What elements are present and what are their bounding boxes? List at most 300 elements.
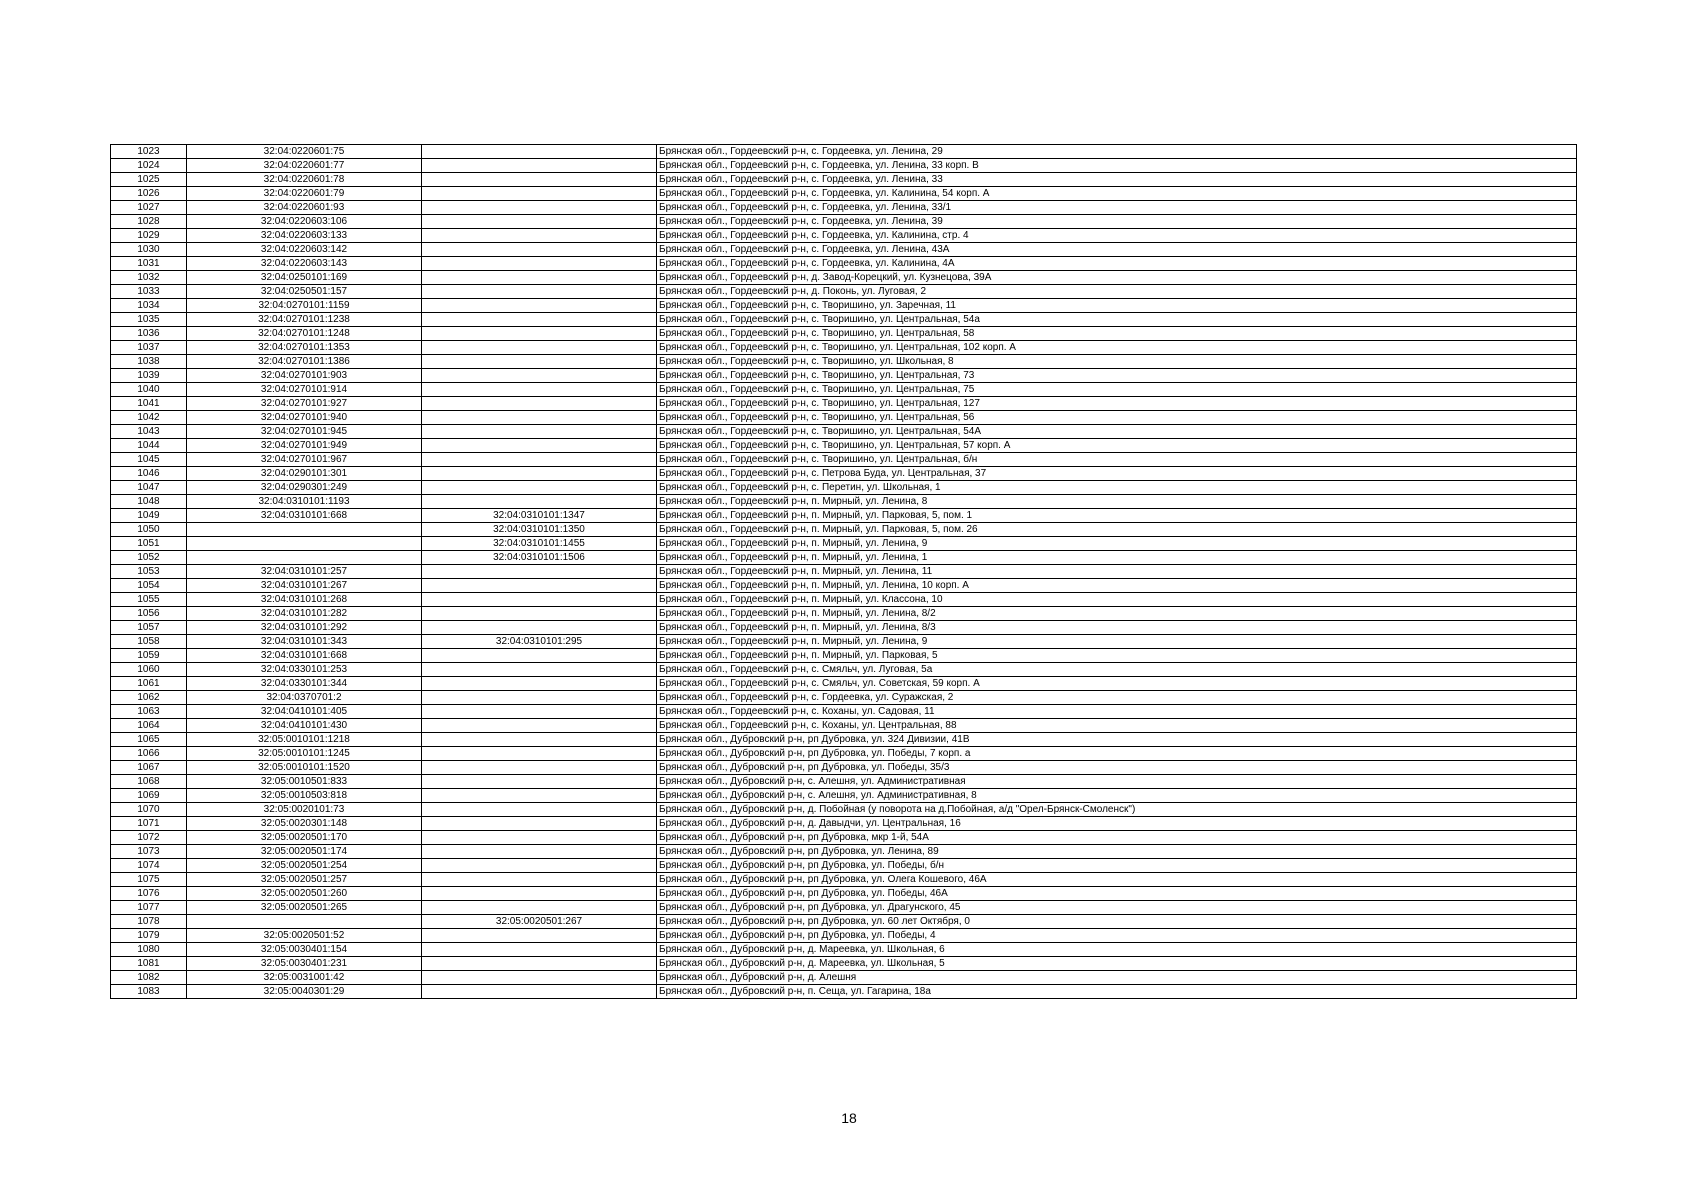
related-cadastral-number-cell (422, 593, 657, 607)
cadastral-number-cell: 32:04:0270101:927 (187, 397, 422, 411)
cadastral-number-cell: 32:04:0310101:257 (187, 565, 422, 579)
row-number-cell: 1037 (111, 341, 187, 355)
row-number-cell: 1074 (111, 859, 187, 873)
cadastral-number-cell: 32:05:0020501:52 (187, 929, 422, 943)
row-number-cell: 1032 (111, 271, 187, 285)
related-cadastral-number-cell (422, 775, 657, 789)
table-row (111, 817, 1577, 831)
cadastral-number-cell: 32:05:0030401:154 (187, 943, 422, 957)
address-cell: Брянская обл., Гордеевский р-н, с. Творишино, ул. Центральная, 54А (657, 425, 1577, 439)
row-number-cell: 1026 (111, 187, 187, 201)
row-number-cell: 1035 (111, 313, 187, 327)
related-cadastral-number-cell (422, 565, 657, 579)
table-row (111, 257, 1577, 271)
row-number-cell: 1053 (111, 565, 187, 579)
row-number-cell: 1043 (111, 425, 187, 439)
cadastral-number-cell: 32:04:0310101:668 (187, 509, 422, 523)
related-cadastral-number-cell: 32:04:0310101:1455 (422, 537, 657, 551)
row-number-cell: 1054 (111, 579, 187, 593)
table-row (111, 621, 1577, 635)
address-cell: Брянская обл., Дубровский р-н, рп Дубровка, ул. Победы, 46А (657, 887, 1577, 901)
table-row (111, 607, 1577, 621)
table-row (111, 397, 1577, 411)
related-cadastral-number-cell (422, 705, 657, 719)
related-cadastral-number-cell (422, 201, 657, 215)
table-row (111, 271, 1577, 285)
cadastral-number-cell: 32:04:0250501:157 (187, 285, 422, 299)
row-number-cell: 1028 (111, 215, 187, 229)
cadastral-number-cell: 32:04:0270101:903 (187, 369, 422, 383)
address-cell: Брянская обл., Гордеевский р-н, с. Гордеевка, ул. Ленина, 29 (657, 145, 1577, 159)
related-cadastral-number-cell (422, 145, 657, 159)
table-row (111, 159, 1577, 173)
cadastral-number-cell: 32:04:0270101:1159 (187, 299, 422, 313)
address-cell: Брянская обл., Гордеевский р-н, п. Мирный, ул. Парковая, 5 (657, 649, 1577, 663)
related-cadastral-number-cell (422, 187, 657, 201)
address-cell: Брянская обл., Дубровский р-н, д. Побойная (у поворота на д.Побойная, а/д "Орел-Брянск-Смоленск") (657, 803, 1577, 817)
cadastral-number-cell: 32:05:0010101:1520 (187, 761, 422, 775)
address-cell: Брянская обл., Гордеевский р-н, с. Гордеевка, ул. Ленина, 33 (657, 173, 1577, 187)
row-number-cell: 1056 (111, 607, 187, 621)
related-cadastral-number-cell (422, 607, 657, 621)
table-row (111, 761, 1577, 775)
cadastral-number-cell (187, 551, 422, 565)
table-row (111, 663, 1577, 677)
related-cadastral-number-cell (422, 971, 657, 985)
table-row (111, 523, 1577, 537)
address-cell: Брянская обл., Гордеевский р-н, с. Коханы, ул. Центральная, 88 (657, 719, 1577, 733)
address-cell: Брянская обл., Гордеевский р-н, с. Творишино, ул. Школьная, 8 (657, 355, 1577, 369)
cadastral-number-cell (187, 523, 422, 537)
cadastral-number-cell: 32:04:0290101:301 (187, 467, 422, 481)
address-cell: Брянская обл., Гордеевский р-н, с. Смяльч, ул. Луговая, 5а (657, 663, 1577, 677)
table-row (111, 411, 1577, 425)
related-cadastral-number-cell (422, 313, 657, 327)
row-number-cell: 1059 (111, 649, 187, 663)
cadastral-number-cell: 32:05:0040301:29 (187, 985, 422, 999)
address-cell: Брянская обл., Дубровский р-н, с. Алешня, ул. Административная (657, 775, 1577, 789)
address-cell: Брянская обл., Гордеевский р-н, п. Мирный, ул. Ленина, 11 (657, 565, 1577, 579)
row-number-cell: 1070 (111, 803, 187, 817)
table-row (111, 355, 1577, 369)
address-cell: Брянская обл., Гордеевский р-н, с. Коханы, ул. Садовая, 11 (657, 705, 1577, 719)
row-number-cell: 1029 (111, 229, 187, 243)
address-cell: Брянская обл., Дубровский р-н, д. Давыдчи, ул. Центральная, 16 (657, 817, 1577, 831)
address-cell: Брянская обл., Гордеевский р-н, с. Творишино, ул. Центральная, 57 корп. А (657, 439, 1577, 453)
table-row (111, 985, 1577, 999)
address-cell: Брянская обл., Дубровский р-н, рп Дубровка, ул. 60 лет Октября, 0 (657, 915, 1577, 929)
row-number-cell: 1082 (111, 971, 187, 985)
table-row (111, 691, 1577, 705)
row-number-cell: 1075 (111, 873, 187, 887)
related-cadastral-number-cell (422, 719, 657, 733)
cadastral-number-cell: 32:04:0270101:1248 (187, 327, 422, 341)
cadastral-number-cell: 32:05:0020501:265 (187, 901, 422, 915)
cadastral-number-cell: 32:05:0020501:170 (187, 831, 422, 845)
address-cell: Брянская обл., Гордеевский р-н, с. Петрова Буда, ул. Центральная, 37 (657, 467, 1577, 481)
table-row (111, 145, 1577, 159)
row-number-cell: 1031 (111, 257, 187, 271)
registry-body (111, 145, 1577, 999)
table-row (111, 453, 1577, 467)
row-number-cell: 1048 (111, 495, 187, 509)
related-cadastral-number-cell (422, 425, 657, 439)
row-number-cell: 1052 (111, 551, 187, 565)
table-row (111, 635, 1577, 649)
table-row (111, 803, 1577, 817)
table-row (111, 649, 1577, 663)
row-number-cell: 1044 (111, 439, 187, 453)
row-number-cell: 1042 (111, 411, 187, 425)
address-cell: Брянская обл., Гордеевский р-н, с. Смяльч, ул. Советская, 59 корп. А (657, 677, 1577, 691)
related-cadastral-number-cell (422, 341, 657, 355)
address-cell: Брянская обл., Гордеевский р-н, с. Гордеевка, ул. Калинина, 4А (657, 257, 1577, 271)
related-cadastral-number-cell (422, 215, 657, 229)
cadastral-number-cell: 32:05:0031001:42 (187, 971, 422, 985)
related-cadastral-number-cell (422, 649, 657, 663)
address-cell: Брянская обл., Дубровский р-н, д. Мареевка, ул. Школьная, 6 (657, 943, 1577, 957)
address-cell: Брянская обл., Гордеевский р-н, с. Гордеевка, ул. Ленина, 39 (657, 215, 1577, 229)
related-cadastral-number-cell (422, 691, 657, 705)
cadastral-number-cell: 32:04:0270101:967 (187, 453, 422, 467)
row-number-cell: 1039 (111, 369, 187, 383)
address-cell: Брянская обл., Гордеевский р-н, п. Мирный, ул. Ленина, 9 (657, 635, 1577, 649)
related-cadastral-number-cell (422, 663, 657, 677)
related-cadastral-number-cell: 32:04:0310101:295 (422, 635, 657, 649)
address-cell: Брянская обл., Гордеевский р-н, п. Мирный, ул. Ленина, 10 корп. А (657, 579, 1577, 593)
cadastral-number-cell: 32:05:0020501:174 (187, 845, 422, 859)
row-number-cell: 1073 (111, 845, 187, 859)
row-number-cell: 1049 (111, 509, 187, 523)
cadastral-number-cell: 32:04:0410101:405 (187, 705, 422, 719)
row-number-cell: 1045 (111, 453, 187, 467)
cadastral-number-cell: 32:05:0020501:254 (187, 859, 422, 873)
address-cell: Брянская обл., Гордеевский р-н, п. Мирный, ул. Ленина, 8/3 (657, 621, 1577, 635)
related-cadastral-number-cell (422, 397, 657, 411)
row-number-cell: 1077 (111, 901, 187, 915)
cadastral-number-cell: 32:05:0010503:818 (187, 789, 422, 803)
cadastral-number-cell: 32:04:0270101:1386 (187, 355, 422, 369)
cadastral-number-cell: 32:04:0220601:78 (187, 173, 422, 187)
table-row (111, 957, 1577, 971)
address-cell: Брянская обл., Дубровский р-н, рп Дубровка, ул. Победы, 35/3 (657, 761, 1577, 775)
row-number-cell: 1030 (111, 243, 187, 257)
cadastral-number-cell: 32:04:0310101:668 (187, 649, 422, 663)
table-row (111, 901, 1577, 915)
cadastral-number-cell: 32:04:0220603:143 (187, 257, 422, 271)
address-cell: Брянская обл., Гордеевский р-н, п. Мирный, ул. Классона, 10 (657, 593, 1577, 607)
address-cell: Брянская обл., Гордеевский р-н, п. Мирный, ул. Ленина, 9 (657, 537, 1577, 551)
cadastral-number-cell: 32:04:0330101:344 (187, 677, 422, 691)
related-cadastral-number-cell (422, 817, 657, 831)
row-number-cell: 1060 (111, 663, 187, 677)
cadastral-number-cell: 32:04:0330101:253 (187, 663, 422, 677)
row-number-cell: 1078 (111, 915, 187, 929)
table-row (111, 565, 1577, 579)
related-cadastral-number-cell: 32:04:0310101:1350 (422, 523, 657, 537)
table-row (111, 929, 1577, 943)
row-number-cell: 1027 (111, 201, 187, 215)
cadastral-number-cell: 32:04:0270101:1238 (187, 313, 422, 327)
row-number-cell: 1069 (111, 789, 187, 803)
address-cell: Брянская обл., Гордеевский р-н, с. Творишино, ул. Центральная, 56 (657, 411, 1577, 425)
cadastral-number-cell: 32:04:0270101:940 (187, 411, 422, 425)
table-row (111, 425, 1577, 439)
table-row (111, 341, 1577, 355)
table-row (111, 971, 1577, 985)
row-number-cell: 1023 (111, 145, 187, 159)
table-row (111, 943, 1577, 957)
address-cell: Брянская обл., Дубровский р-н, рп Дубровка, ул. Ленина, 89 (657, 845, 1577, 859)
table-row (111, 243, 1577, 257)
row-number-cell: 1058 (111, 635, 187, 649)
address-cell: Брянская обл., Гордеевский р-н, с. Творишино, ул. Центральная, 73 (657, 369, 1577, 383)
table-row (111, 789, 1577, 803)
row-number-cell: 1063 (111, 705, 187, 719)
table-row (111, 887, 1577, 901)
address-cell: Брянская обл., Гордеевский р-н, п. Мирный, ул. Ленина, 1 (657, 551, 1577, 565)
address-cell: Брянская обл., Дубровский р-н, д. Алешня (657, 971, 1577, 985)
table-row (111, 719, 1577, 733)
cadastral-number-cell: 32:04:0310101:267 (187, 579, 422, 593)
related-cadastral-number-cell (422, 943, 657, 957)
address-cell: Брянская обл., Гордеевский р-н, с. Перетин, ул. Школьная, 1 (657, 481, 1577, 495)
cadastral-number-cell: 32:04:0270101:914 (187, 383, 422, 397)
related-cadastral-number-cell (422, 579, 657, 593)
related-cadastral-number-cell (422, 985, 657, 999)
table-row (111, 915, 1577, 929)
table-row (111, 285, 1577, 299)
row-number-cell: 1081 (111, 957, 187, 971)
address-cell: Брянская обл., Дубровский р-н, рп Дубровка, ул. Победы, 4 (657, 929, 1577, 943)
address-cell: Брянская обл., Гордеевский р-н, с. Творишино, ул. Центральная, 102 корп. А (657, 341, 1577, 355)
row-number-cell: 1041 (111, 397, 187, 411)
row-number-cell: 1064 (111, 719, 187, 733)
table-row (111, 551, 1577, 565)
related-cadastral-number-cell (422, 243, 657, 257)
table-row (111, 299, 1577, 313)
row-number-cell: 1057 (111, 621, 187, 635)
cadastral-number-cell: 32:04:0310101:282 (187, 607, 422, 621)
cadastral-number-cell: 32:05:0010101:1218 (187, 733, 422, 747)
table-row (111, 775, 1577, 789)
cadastral-number-cell (187, 915, 422, 929)
address-cell: Брянская обл., Гордеевский р-н, с. Гордеевка, ул. Калинина, 54 корп. А (657, 187, 1577, 201)
table-row (111, 327, 1577, 341)
cadastral-number-cell: 32:05:0030401:231 (187, 957, 422, 971)
cadastral-number-cell: 32:05:0020101:73 (187, 803, 422, 817)
table-row (111, 173, 1577, 187)
cadastral-number-cell: 32:04:0410101:430 (187, 719, 422, 733)
address-cell: Брянская обл., Гордеевский р-н, п. Мирный, ул. Парковая, 5, пом. 1 (657, 509, 1577, 523)
cadastral-number-cell: 32:05:0020501:260 (187, 887, 422, 901)
row-number-cell: 1080 (111, 943, 187, 957)
address-cell: Брянская обл., Гордеевский р-н, с. Творишино, ул. Центральная, 75 (657, 383, 1577, 397)
related-cadastral-number-cell (422, 901, 657, 915)
related-cadastral-number-cell (422, 957, 657, 971)
related-cadastral-number-cell (422, 439, 657, 453)
cadastral-number-cell: 32:05:0020301:148 (187, 817, 422, 831)
address-cell: Брянская обл., Дубровский р-н, рп Дубровка, мкр 1-й, 54А (657, 831, 1577, 845)
related-cadastral-number-cell (422, 355, 657, 369)
page-number: 18 (841, 1110, 857, 1126)
table-row (111, 481, 1577, 495)
related-cadastral-number-cell (422, 299, 657, 313)
related-cadastral-number-cell (422, 411, 657, 425)
table-row (111, 579, 1577, 593)
related-cadastral-number-cell (422, 173, 657, 187)
cadastral-number-cell: 32:05:0020501:257 (187, 873, 422, 887)
row-number-cell: 1083 (111, 985, 187, 999)
address-cell: Брянская обл., Гордеевский р-н, п. Мирный, ул. Ленина, 8/2 (657, 607, 1577, 621)
related-cadastral-number-cell (422, 621, 657, 635)
related-cadastral-number-cell (422, 229, 657, 243)
related-cadastral-number-cell (422, 789, 657, 803)
address-cell: Брянская обл., Гордеевский р-н, п. Мирный, ул. Парковая, 5, пом. 26 (657, 523, 1577, 537)
address-cell: Брянская обл., Дубровский р-н, рп Дубровка, ул. Победы, б/н (657, 859, 1577, 873)
row-number-cell: 1068 (111, 775, 187, 789)
row-number-cell: 1071 (111, 817, 187, 831)
related-cadastral-number-cell (422, 831, 657, 845)
related-cadastral-number-cell (422, 285, 657, 299)
address-cell: Брянская обл., Дубровский р-н, рп Дубровка, ул. Драгунского, 45 (657, 901, 1577, 915)
table-row (111, 873, 1577, 887)
table-row (111, 313, 1577, 327)
table-row (111, 677, 1577, 691)
cadastral-number-cell: 32:04:0220603:133 (187, 229, 422, 243)
related-cadastral-number-cell (422, 733, 657, 747)
related-cadastral-number-cell: 32:04:0310101:1506 (422, 551, 657, 565)
row-number-cell: 1051 (111, 537, 187, 551)
table-row (111, 215, 1577, 229)
table-row (111, 733, 1577, 747)
address-cell: Брянская обл., Дубровский р-н, рп Дубровка, ул. 324 Дивизии, 41В (657, 733, 1577, 747)
cadastral-number-cell: 32:04:0250101:169 (187, 271, 422, 285)
table-row (111, 187, 1577, 201)
registry-table (110, 144, 1577, 999)
table-row (111, 439, 1577, 453)
related-cadastral-number-cell (422, 453, 657, 467)
related-cadastral-number-cell (422, 369, 657, 383)
address-cell: Брянская обл., Гордеевский р-н, с. Гордеевка, ул. Ленина, 33 корп. В (657, 159, 1577, 173)
table-row (111, 383, 1577, 397)
table-row (111, 705, 1577, 719)
row-number-cell: 1072 (111, 831, 187, 845)
address-cell: Брянская обл., Гордеевский р-н, с. Гордеевка, ул. Калинина, стр. 4 (657, 229, 1577, 243)
related-cadastral-number-cell (422, 845, 657, 859)
cadastral-number-cell: 32:04:0290301:249 (187, 481, 422, 495)
table-row (111, 509, 1577, 523)
cadastral-number-cell: 32:04:0310101:268 (187, 593, 422, 607)
row-number-cell: 1076 (111, 887, 187, 901)
cadastral-number-cell: 32:05:0010101:1245 (187, 747, 422, 761)
table-row (111, 747, 1577, 761)
row-number-cell: 1050 (111, 523, 187, 537)
table-row (111, 495, 1577, 509)
address-cell: Брянская обл., Гордеевский р-н, с. Гордеевка, ул. Ленина, 33/1 (657, 201, 1577, 215)
cadastral-number-cell: 32:04:0220603:142 (187, 243, 422, 257)
table-row (111, 859, 1577, 873)
table-row (111, 201, 1577, 215)
row-number-cell: 1066 (111, 747, 187, 761)
related-cadastral-number-cell (422, 481, 657, 495)
address-cell: Брянская обл., Гордеевский р-н, д. Завод-Корецкий, ул. Кузнецова, 39А (657, 271, 1577, 285)
address-cell: Брянская обл., Гордеевский р-н, с. Творишино, ул. Заречная, 11 (657, 299, 1577, 313)
address-cell: Брянская обл., Гордеевский р-н, с. Гордеевка, ул. Суражская, 2 (657, 691, 1577, 705)
row-number-cell: 1046 (111, 467, 187, 481)
address-cell: Брянская обл., Гордеевский р-н, с. Гордеевка, ул. Ленина, 43А (657, 243, 1577, 257)
address-cell: Брянская обл., Дубровский р-н, с. Алешня, ул. Административная, 8 (657, 789, 1577, 803)
row-number-cell: 1025 (111, 173, 187, 187)
cadastral-number-cell: 32:05:0010501:833 (187, 775, 422, 789)
cadastral-number-cell: 32:04:0270101:945 (187, 425, 422, 439)
address-cell: Брянская обл., Гордеевский р-н, с. Творишино, ул. Центральная, 58 (657, 327, 1577, 341)
row-number-cell: 1033 (111, 285, 187, 299)
row-number-cell: 1065 (111, 733, 187, 747)
cadastral-number-cell: 32:04:0220603:106 (187, 215, 422, 229)
related-cadastral-number-cell: 32:05:0020501:267 (422, 915, 657, 929)
table-row (111, 229, 1577, 243)
address-cell: Брянская обл., Дубровский р-н, рп Дубровка, ул. Олега Кошевого, 46А (657, 873, 1577, 887)
address-cell: Брянская обл., Гордеевский р-н, с. Творишино, ул. Центральная, 127 (657, 397, 1577, 411)
row-number-cell: 1079 (111, 929, 187, 943)
related-cadastral-number-cell (422, 803, 657, 817)
address-cell: Брянская обл., Гордеевский р-н, с. Творишино, ул. Центральная, б/н (657, 453, 1577, 467)
cadastral-number-cell: 32:04:0270101:949 (187, 439, 422, 453)
address-cell: Брянская обл., Гордеевский р-н, с. Творишино, ул. Центральная, 54а (657, 313, 1577, 327)
related-cadastral-number-cell (422, 257, 657, 271)
related-cadastral-number-cell (422, 929, 657, 943)
row-number-cell: 1047 (111, 481, 187, 495)
table-row (111, 467, 1577, 481)
cadastral-number-cell: 32:04:0270101:1353 (187, 341, 422, 355)
cadastral-number-cell: 32:04:0220601:93 (187, 201, 422, 215)
related-cadastral-number-cell (422, 677, 657, 691)
related-cadastral-number-cell (422, 271, 657, 285)
address-cell: Брянская обл., Дубровский р-н, д. Мареевка, ул. Школьная, 5 (657, 957, 1577, 971)
row-number-cell: 1055 (111, 593, 187, 607)
related-cadastral-number-cell (422, 747, 657, 761)
cadastral-number-cell: 32:04:0220601:75 (187, 145, 422, 159)
cadastral-number-cell: 32:04:0310101:1193 (187, 495, 422, 509)
row-number-cell: 1061 (111, 677, 187, 691)
row-number-cell: 1040 (111, 383, 187, 397)
related-cadastral-number-cell (422, 859, 657, 873)
cadastral-number-cell: 32:04:0370701:2 (187, 691, 422, 705)
address-cell: Брянская обл., Дубровский р-н, рп Дубровка, ул. Победы, 7 корп. а (657, 747, 1577, 761)
address-cell: Брянская обл., Гордеевский р-н, п. Мирный, ул. Ленина, 8 (657, 495, 1577, 509)
row-number-cell: 1067 (111, 761, 187, 775)
cadastral-number-cell: 32:04:0310101:343 (187, 635, 422, 649)
table-row (111, 831, 1577, 845)
row-number-cell: 1036 (111, 327, 187, 341)
related-cadastral-number-cell (422, 887, 657, 901)
related-cadastral-number-cell (422, 159, 657, 173)
related-cadastral-number-cell: 32:04:0310101:1347 (422, 509, 657, 523)
cadastral-number-cell (187, 537, 422, 551)
table-row (111, 537, 1577, 551)
related-cadastral-number-cell (422, 327, 657, 341)
related-cadastral-number-cell (422, 383, 657, 397)
table-row (111, 845, 1577, 859)
related-cadastral-number-cell (422, 761, 657, 775)
table-row (111, 593, 1577, 607)
cadastral-number-cell: 32:04:0310101:292 (187, 621, 422, 635)
row-number-cell: 1024 (111, 159, 187, 173)
cadastral-number-cell: 32:04:0220601:77 (187, 159, 422, 173)
row-number-cell: 1034 (111, 299, 187, 313)
table-row (111, 369, 1577, 383)
